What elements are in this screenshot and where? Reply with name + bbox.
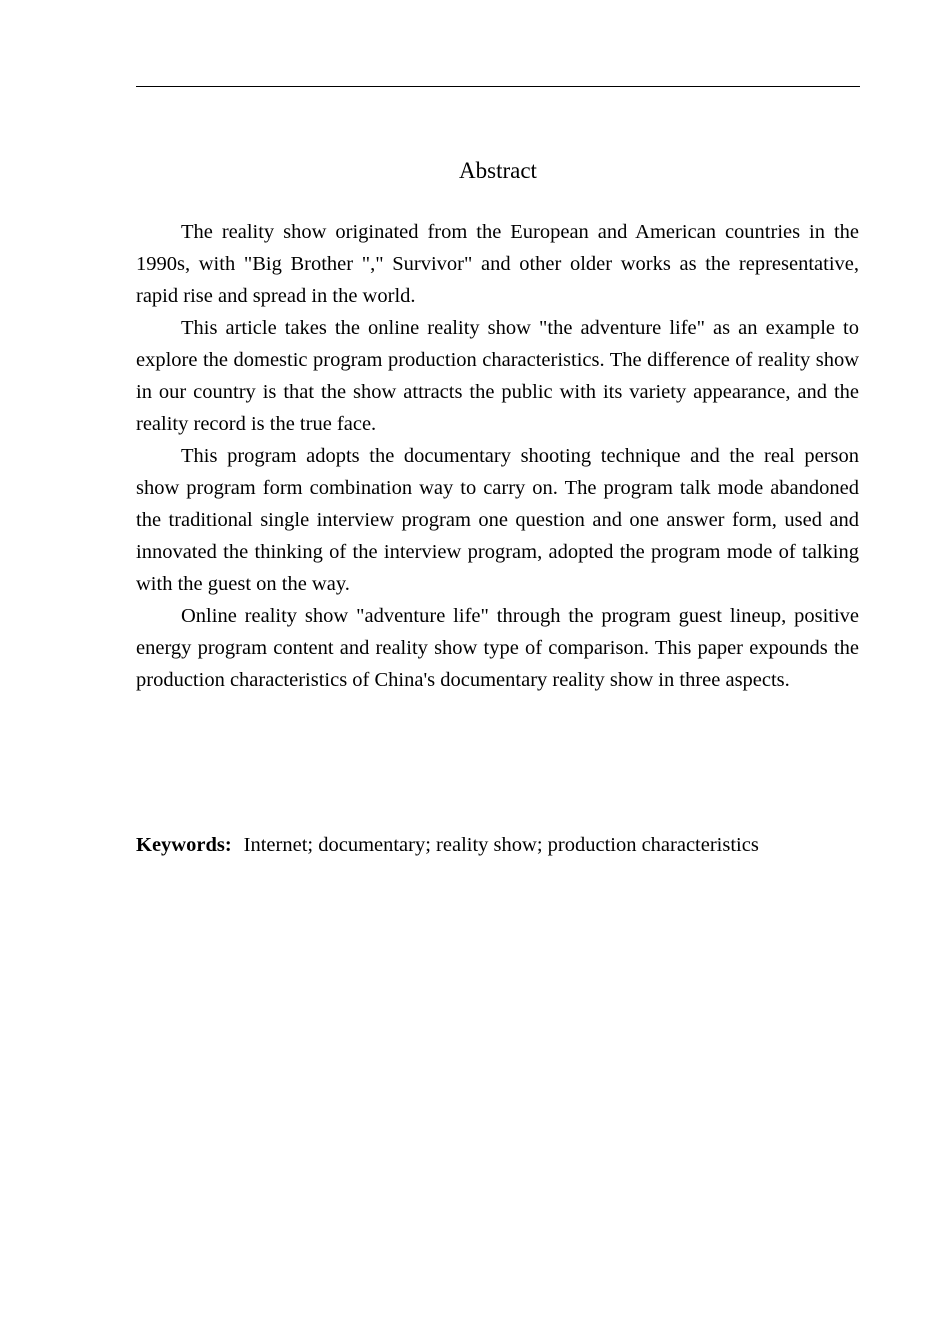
keywords-label: Keywords: xyxy=(136,834,232,856)
keywords-value: Internet; documentary; reality show; production characteristics xyxy=(243,834,759,856)
abstract-paragraph-2: This article takes the online reality show "the adventure life" as an example to explore the domestic program production characteristics. The difference of reality show in our country is that the show attracts the public with its variety appearance, and the reality record is the true face. xyxy=(136,317,859,435)
abstract-title: Abstract xyxy=(459,158,537,183)
abstract-body xyxy=(136,216,859,696)
abstract-paragraph-4: Online reality show "adventure life" through the program guest lineup, positive energy program content and reality show type of comparison. This paper expounds the production characteristics of China's documentary reality show in three aspects. xyxy=(136,605,859,691)
header-rule xyxy=(136,86,860,87)
abstract-paragraph-3: This program adopts the documentary shooting technique and the real person show program form combination way to carry on. The program talk mode abandoned the traditional single interview program one question and one answer form, used and innovated the thinking of the interview program, adopted the program mode of talking with the guest on the way. xyxy=(136,445,859,595)
abstract-paragraph-1: The reality show originated from the European and American countries in the 1990s, with "Big Brother "," Survivor" and other older works as the representative, rapid rise and spread in the world. xyxy=(136,221,859,307)
keywords-line xyxy=(136,829,860,861)
